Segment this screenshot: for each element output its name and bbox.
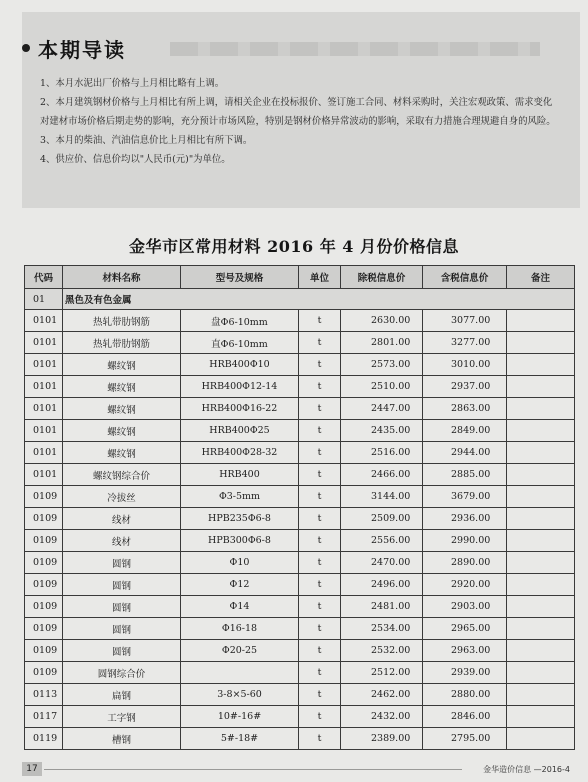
cell-taxed: 3277.00 xyxy=(423,332,507,354)
table-row xyxy=(25,706,575,728)
cell-taxed: 2849.00 xyxy=(423,420,507,442)
cell-name: 圆钢 xyxy=(63,574,181,596)
cell-name: 工字钢 xyxy=(63,706,181,728)
cell-spec: Φ12 xyxy=(181,574,299,596)
table-row xyxy=(25,310,575,332)
cell-code: 0109 xyxy=(25,596,63,618)
cell-pretax: 2556.00 xyxy=(341,530,423,552)
cell-spec: 10#-16# xyxy=(181,706,299,728)
cell-pretax: 2432.00 xyxy=(341,706,423,728)
cell-taxed: 2990.00 xyxy=(423,530,507,552)
cell-name: 冷拔丝 xyxy=(63,486,181,508)
cell-code: 0117 xyxy=(25,706,63,728)
cell-name: 螺纹钢 xyxy=(63,442,181,464)
table-row xyxy=(25,464,575,486)
cell-remark xyxy=(507,464,575,486)
cell-name: 线材 xyxy=(63,530,181,552)
cell-unit: t xyxy=(299,376,341,398)
header-pretax: 除税信息价 xyxy=(341,266,423,289)
cell-unit: t xyxy=(299,508,341,530)
cell-spec: Φ20-25 xyxy=(181,640,299,662)
footer-rule xyxy=(44,769,462,770)
cell-remark xyxy=(507,552,575,574)
cell-pretax: 2510.00 xyxy=(341,376,423,398)
cell-name: 圆钢 xyxy=(63,618,181,640)
cell-unit: t xyxy=(299,398,341,420)
cell-code: 0109 xyxy=(25,552,63,574)
table-row xyxy=(25,728,575,750)
cell-remark xyxy=(507,376,575,398)
cell-unit: t xyxy=(299,706,341,728)
table-row xyxy=(25,398,575,420)
cell-code: 0101 xyxy=(25,332,63,354)
cell-taxed: 2846.00 xyxy=(423,706,507,728)
cell-unit: t xyxy=(299,354,341,376)
cell-spec: 3-8×5-60 xyxy=(181,684,299,706)
cell-remark xyxy=(507,398,575,420)
cell-pretax: 2496.00 xyxy=(341,574,423,596)
cell-name: 线材 xyxy=(63,508,181,530)
header-taxed: 含税信息价 xyxy=(423,266,507,289)
cell-remark xyxy=(507,332,575,354)
cell-name: 圆钢 xyxy=(63,640,181,662)
cell-code: 0113 xyxy=(25,684,63,706)
category-code: 01 xyxy=(25,289,63,310)
cell-code: 0101 xyxy=(25,442,63,464)
guide-header xyxy=(22,30,162,66)
cell-taxed: 3077.00 xyxy=(423,310,507,332)
cell-taxed: 2963.00 xyxy=(423,640,507,662)
table-row xyxy=(25,332,575,354)
cell-unit: t xyxy=(299,640,341,662)
cell-code: 0119 xyxy=(25,728,63,750)
cell-unit: t xyxy=(299,420,341,442)
guide-item: 4、供应价、信息价均以"人民币(元)"为单位。 xyxy=(40,154,231,165)
category-row xyxy=(25,289,575,310)
bullet-icon xyxy=(22,44,30,52)
cell-spec: HRB400Φ16-22 xyxy=(181,398,299,420)
cell-spec: Φ16-18 xyxy=(181,618,299,640)
cell-spec: HRB400Φ10 xyxy=(181,354,299,376)
cell-remark xyxy=(507,486,575,508)
cell-pretax: 2462.00 xyxy=(341,684,423,706)
table-row xyxy=(25,530,575,552)
table-row xyxy=(25,552,575,574)
table-title: 金华市区常用材料 2016 年 4 月份价格信息 xyxy=(129,237,459,256)
cell-code: 0101 xyxy=(25,398,63,420)
cell-remark xyxy=(507,684,575,706)
cell-name: 圆钢 xyxy=(63,552,181,574)
cell-remark xyxy=(507,596,575,618)
cell-code: 0109 xyxy=(25,574,63,596)
cell-pretax: 2447.00 xyxy=(341,398,423,420)
table-row xyxy=(25,596,575,618)
cell-name: 槽钢 xyxy=(63,728,181,750)
cell-pretax: 2532.00 xyxy=(341,640,423,662)
cell-unit: t xyxy=(299,310,341,332)
guide-title: 本期导读 xyxy=(38,37,126,62)
table-row xyxy=(25,486,575,508)
cell-remark xyxy=(507,574,575,596)
cell-remark xyxy=(507,354,575,376)
cell-pretax: 2481.00 xyxy=(341,596,423,618)
guide-item: 1、本月水泥出厂价格与上月相比略有上调。 xyxy=(40,78,225,89)
cell-name: 螺纹钢 xyxy=(63,398,181,420)
table-row xyxy=(25,420,575,442)
cell-pretax: 2801.00 xyxy=(341,332,423,354)
guide-list xyxy=(40,74,560,169)
cell-unit: t xyxy=(299,596,341,618)
table-header-row xyxy=(25,266,575,289)
table-row xyxy=(25,508,575,530)
table-row xyxy=(25,376,575,398)
cell-pretax: 2516.00 xyxy=(341,442,423,464)
cell-spec: HRB400Φ28-32 xyxy=(181,442,299,464)
cell-taxed: 2920.00 xyxy=(423,574,507,596)
cell-taxed: 2965.00 xyxy=(423,618,507,640)
cell-remark xyxy=(507,706,575,728)
cell-remark xyxy=(507,310,575,332)
cell-unit: t xyxy=(299,486,341,508)
cell-code: 0101 xyxy=(25,310,63,332)
cell-pretax: 2512.00 xyxy=(341,662,423,684)
cell-remark xyxy=(507,728,575,750)
cell-taxed: 2863.00 xyxy=(423,398,507,420)
header-code: 代码 xyxy=(25,266,63,289)
price-table xyxy=(24,265,575,750)
cell-pretax: 2509.00 xyxy=(341,508,423,530)
cell-pretax: 2435.00 xyxy=(341,420,423,442)
cell-name: 热轧带肋钢筋 xyxy=(63,332,181,354)
cell-pretax: 2389.00 xyxy=(341,728,423,750)
cell-code: 0109 xyxy=(25,530,63,552)
table-row xyxy=(25,354,575,376)
cell-taxed: 2939.00 xyxy=(423,662,507,684)
cell-name: 圆钢综合价 xyxy=(63,662,181,684)
cell-spec: HPB235Φ6-8 xyxy=(181,508,299,530)
cell-unit: t xyxy=(299,464,341,486)
cell-spec: HPB300Φ6-8 xyxy=(181,530,299,552)
cell-taxed: 2885.00 xyxy=(423,464,507,486)
cell-taxed: 3010.00 xyxy=(423,354,507,376)
header-name: 材料名称 xyxy=(63,266,181,289)
cell-name: 螺纹钢 xyxy=(63,376,181,398)
cell-taxed: 2890.00 xyxy=(423,552,507,574)
cell-name: 圆钢 xyxy=(63,596,181,618)
page-number: 17 xyxy=(22,762,42,776)
cell-remark xyxy=(507,508,575,530)
cell-taxed: 2903.00 xyxy=(423,596,507,618)
cell-remark xyxy=(507,618,575,640)
cell-name: 热轧带肋钢筋 xyxy=(63,310,181,332)
cell-remark xyxy=(507,442,575,464)
cell-remark xyxy=(507,640,575,662)
cell-code: 0109 xyxy=(25,508,63,530)
cell-unit: t xyxy=(299,662,341,684)
cell-taxed: 2880.00 xyxy=(423,684,507,706)
cell-remark xyxy=(507,530,575,552)
cell-pretax: 3144.00 xyxy=(341,486,423,508)
cell-code: 0109 xyxy=(25,662,63,684)
table-row xyxy=(25,640,575,662)
cell-name: 扁钢 xyxy=(63,684,181,706)
decorative-band xyxy=(170,42,540,56)
cell-code: 0101 xyxy=(25,354,63,376)
table-row xyxy=(25,662,575,684)
guide-item: 2、本月建筑钢材价格与上月相比有所上调，请相关企业在投标报价、签订施工合同、材料采购时，关注宏观政策、需求变化对建材市场价格后期走势的影响，充分预计市场风险，特别是钢材价格异常波动的影响，采取有力措施合理规避自身的风险。 xyxy=(40,97,556,127)
cell-name: 螺纹钢 xyxy=(63,354,181,376)
cell-spec: 盘Φ6-10mm xyxy=(181,310,299,332)
cell-code: 0101 xyxy=(25,376,63,398)
cell-spec xyxy=(181,662,299,684)
cell-taxed: 2936.00 xyxy=(423,508,507,530)
cell-code: 0109 xyxy=(25,486,63,508)
cell-pretax: 2466.00 xyxy=(341,464,423,486)
header-spec: 型号及规格 xyxy=(181,266,299,289)
cell-unit: t xyxy=(299,574,341,596)
cell-unit: t xyxy=(299,332,341,354)
table-row xyxy=(25,684,575,706)
cell-remark xyxy=(507,662,575,684)
cell-unit: t xyxy=(299,618,341,640)
cell-spec: HRB400Φ25 xyxy=(181,420,299,442)
cell-unit: t xyxy=(299,442,341,464)
cell-taxed: 2795.00 xyxy=(423,728,507,750)
header-remark: 备注 xyxy=(507,266,575,289)
cell-unit: t xyxy=(299,728,341,750)
cell-spec: 直Φ6-10mm xyxy=(181,332,299,354)
table-row xyxy=(25,618,575,640)
cell-unit: t xyxy=(299,552,341,574)
cell-code: 0101 xyxy=(25,464,63,486)
cell-spec: 5#-18# xyxy=(181,728,299,750)
header-unit: 单位 xyxy=(299,266,341,289)
cell-taxed: 3679.00 xyxy=(423,486,507,508)
cell-spec: HRB400Φ12-14 xyxy=(181,376,299,398)
cell-taxed: 2944.00 xyxy=(423,442,507,464)
cell-pretax: 2470.00 xyxy=(341,552,423,574)
cell-code: 0109 xyxy=(25,618,63,640)
cell-remark xyxy=(507,420,575,442)
cell-unit: t xyxy=(299,530,341,552)
cell-taxed: 2937.00 xyxy=(423,376,507,398)
cell-spec: Φ10 xyxy=(181,552,299,574)
cell-name: 螺纹钢综合价 xyxy=(63,464,181,486)
cell-spec: Φ3-5mm xyxy=(181,486,299,508)
cell-pretax: 2630.00 xyxy=(341,310,423,332)
table-row xyxy=(25,574,575,596)
cell-spec: Φ14 xyxy=(181,596,299,618)
guide-item: 3、本月的柴油、汽油信息价比上月相比有所下调。 xyxy=(40,135,253,146)
cell-code: 0109 xyxy=(25,640,63,662)
cell-pretax: 2534.00 xyxy=(341,618,423,640)
cell-pretax: 2573.00 xyxy=(341,354,423,376)
table-row xyxy=(25,442,575,464)
footer-text: 金华造价信息 —2016-4 xyxy=(483,765,570,774)
cell-name: 螺纹钢 xyxy=(63,420,181,442)
cell-code: 0101 xyxy=(25,420,63,442)
cell-unit: t xyxy=(299,684,341,706)
cell-spec: HRB400 xyxy=(181,464,299,486)
category-name: 黑色及有色金属 xyxy=(63,289,575,310)
